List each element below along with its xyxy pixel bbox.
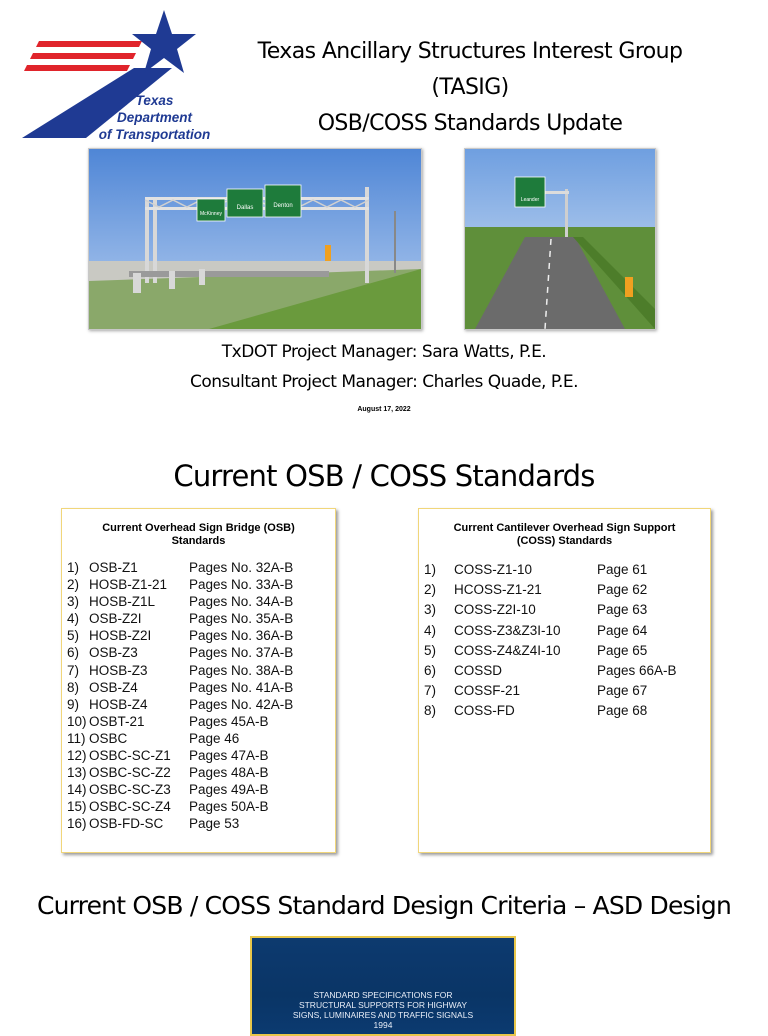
item-number: 9) xyxy=(67,696,80,712)
txdot-manager: TxDOT Project Manager: Sara Watts, P.E. xyxy=(221,342,547,362)
page-reference: Pages 50A-B xyxy=(189,799,269,815)
title-line: OSB/COSS Standards Update xyxy=(317,111,623,136)
sign-bridge-photo xyxy=(88,148,422,330)
book-line: SIGNS, LUMINAIRES AND TRAFFIC SIGNALS xyxy=(292,1010,474,1020)
sign-text: Leander xyxy=(520,197,540,203)
standard-code: HOSB-Z1L xyxy=(89,594,156,610)
item-number: 6) xyxy=(424,662,437,678)
item-number: 13) xyxy=(67,765,87,781)
page-reference: Pages No. 35A-B xyxy=(189,611,294,627)
page-reference: Pages No. 36A-B xyxy=(189,628,294,644)
standard-code: OSBT-21 xyxy=(89,713,145,729)
date: August 17, 2022 xyxy=(357,406,411,413)
page-reference: Pages No. 41A-B xyxy=(189,679,294,695)
page-reference: Page 62 xyxy=(597,582,648,598)
standard-code: COSS-Z3&Z3I-10 xyxy=(454,622,561,638)
item-number: 14) xyxy=(67,782,87,798)
standard-code: OSB-FD-SC xyxy=(89,816,164,832)
item-number: 2) xyxy=(67,577,80,593)
item-number: 5) xyxy=(67,628,80,644)
logo-line: Texas xyxy=(135,93,174,108)
item-number: 8) xyxy=(424,703,437,719)
item-number: 1) xyxy=(67,560,80,575)
page-reference: Page 46 xyxy=(189,730,240,746)
standard-code: OSB-Z1 xyxy=(89,560,138,575)
cantilever-photo xyxy=(464,148,656,330)
osb-box-title xyxy=(62,522,335,548)
aashto-spec-book-cover xyxy=(250,936,516,1036)
page-reference: Page 67 xyxy=(597,683,648,699)
standard-code: COSS-Z4&Z4I-10 xyxy=(454,642,561,658)
page-reference: Pages No. 34A-B xyxy=(189,594,294,610)
item-number: 12) xyxy=(67,748,87,764)
section-heading-standards: Current OSB / COSS Standards xyxy=(173,459,595,493)
item-number: 3) xyxy=(424,602,437,618)
overhead-sign-bridge-photo-icon xyxy=(89,149,421,329)
sign-text: Dallas xyxy=(236,205,254,211)
standard-code: COSS-Z1-10 xyxy=(454,562,533,577)
standard-code: COSS-FD xyxy=(454,703,515,719)
item-number: 10) xyxy=(67,713,87,729)
item-number: 8) xyxy=(67,679,80,695)
page-reference: Pages No. 33A-B xyxy=(189,577,294,593)
item-number: 6) xyxy=(67,645,80,661)
item-number: 7) xyxy=(424,683,437,699)
item-number: 3) xyxy=(67,594,80,610)
page-reference: Pages No. 42A-B xyxy=(189,696,294,712)
item-number: 2) xyxy=(424,582,437,598)
standard-code: COSSF-21 xyxy=(454,683,521,699)
txdot-logo xyxy=(22,8,211,142)
book-line: STANDARD SPECIFICATIONS FOR xyxy=(313,990,453,1000)
standard-code: HOSB-Z3 xyxy=(89,662,148,678)
standard-code: OSB-Z2I xyxy=(89,611,142,627)
section-heading-design-criteria: Current OSB / COSS Standard Design Criteria – ASD Design xyxy=(36,891,732,920)
item-number: 15) xyxy=(67,799,87,815)
box-title-line: (COSS) Standards xyxy=(516,535,613,547)
standard-code: OSBC xyxy=(89,730,128,746)
item-number: 11) xyxy=(67,730,86,746)
page-reference: Pages 47A-B xyxy=(189,748,269,764)
book-title xyxy=(252,990,514,1030)
item-number: 16) xyxy=(67,816,87,832)
cantilever-sign-support-photo-icon xyxy=(465,149,655,329)
standard-code: OSBC-SC-Z1 xyxy=(89,748,171,764)
standard-code: COSSD xyxy=(454,662,503,678)
book-line: STRUCTURAL SUPPORTS FOR HIGHWAY xyxy=(298,1000,468,1010)
title-line: (TASIG) xyxy=(431,75,509,100)
standard-code: COSS-Z2I-10 xyxy=(454,602,536,618)
item-number: 5) xyxy=(424,642,437,658)
item-number: 4) xyxy=(67,611,80,627)
page-title xyxy=(190,34,750,142)
coss-box-title xyxy=(419,522,710,548)
standard-code: HOSB-Z2I xyxy=(89,628,152,644)
standard-code: OSB-Z4 xyxy=(89,679,138,695)
logo-line: of Transportation xyxy=(98,127,211,142)
page-reference: Page 63 xyxy=(597,602,648,618)
book-line: 1994 xyxy=(373,1020,393,1030)
standard-code: OSB-Z3 xyxy=(89,645,138,661)
box-title-line: Standards xyxy=(171,535,226,547)
page-reference: Page 68 xyxy=(597,703,648,719)
page-reference: Pages No. 32A-B xyxy=(189,560,294,575)
page-reference: Pages 48A-B xyxy=(189,765,269,781)
standard-code: HCOSS-Z1-21 xyxy=(454,582,542,598)
osb-standards-box xyxy=(61,508,336,853)
standard-code: OSBC-SC-Z2 xyxy=(89,765,171,781)
sign-text: McKinney xyxy=(200,211,222,217)
page-reference: Page 53 xyxy=(189,816,240,832)
page-reference: Pages 45A-B xyxy=(189,713,269,729)
page-reference: Pages No. 37A-B xyxy=(189,645,294,661)
consultant-manager: Consultant Project Manager: Charles Quade, P.E. xyxy=(189,372,579,392)
page-reference: Page 64 xyxy=(597,622,648,638)
page-reference: Pages No. 38A-B xyxy=(189,662,294,678)
page-reference: Page 65 xyxy=(597,642,648,658)
logo-line: Department xyxy=(116,110,192,125)
page-reference: Pages 49A-B xyxy=(189,782,269,798)
box-title-line: Current Cantilever Overhead Sign Support xyxy=(453,522,676,534)
box-title-line: Current Overhead Sign Bridge (OSB) xyxy=(102,522,295,534)
standard-code: OSBC-SC-Z4 xyxy=(89,799,171,815)
sign-text: Denton xyxy=(273,203,293,209)
standard-code: OSBC-SC-Z3 xyxy=(89,782,171,798)
title-line: Texas Ancillary Structures Interest Group xyxy=(257,39,683,64)
standard-code: HOSB-Z4 xyxy=(89,696,148,712)
item-number: 7) xyxy=(67,662,80,678)
item-number: 1) xyxy=(424,562,437,577)
coss-standards-box xyxy=(418,508,711,853)
item-number: 4) xyxy=(424,622,437,638)
page-reference: Page 61 xyxy=(597,562,648,577)
standard-code: HOSB-Z1-21 xyxy=(89,577,168,593)
page-reference: Pages 66A-B xyxy=(597,662,677,678)
